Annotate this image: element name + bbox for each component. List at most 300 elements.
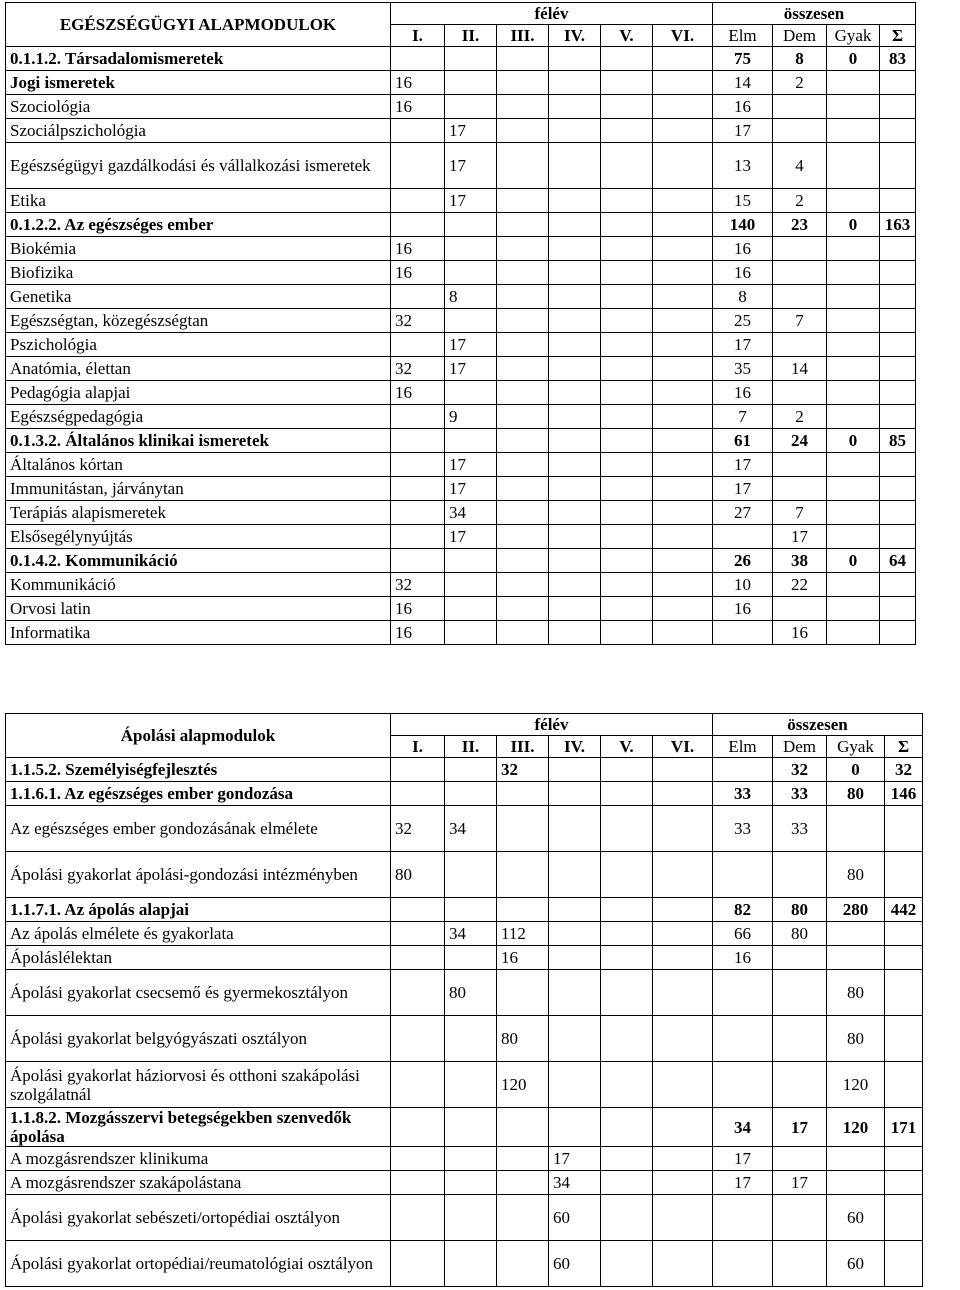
total-hours-cell: 17 [713,119,773,143]
total-hours-cell: 17 [713,1171,773,1195]
total-hours-cell: 27 [713,501,773,525]
semester-hours-cell [497,806,549,852]
semester-hours-cell [391,922,445,946]
osszesen-header: összesen [713,714,923,736]
total-hours-cell: 163 [880,213,916,237]
semester-hours-cell [497,405,549,429]
semester-hours-cell [601,261,653,285]
total-hours-cell: 16 [713,597,773,621]
total-hours-cell [713,525,773,549]
total-hours-cell [880,597,916,621]
subject-row [6,357,916,381]
semester-hours-cell [601,1241,653,1287]
semester-hours-cell [653,119,713,143]
total-hours-cell [773,1062,827,1108]
semester-hours-cell: 17 [445,357,497,381]
total-hours-cell [885,1171,923,1195]
semester-hours-cell [653,549,713,573]
total-hours-cell: 171 [885,1108,923,1147]
subject-row [6,1147,923,1171]
totals-header: Σ [880,25,916,47]
semester-hours-cell [601,549,653,573]
total-hours-cell [827,477,880,501]
semester-hours-cell: 16 [391,621,445,645]
total-hours-cell [713,970,773,1016]
subject-name: Ápolási gyakorlat sebészeti/ortopédiai osztályon [6,1195,391,1241]
total-hours-cell: 7 [773,309,827,333]
subject-row [6,1062,923,1108]
total-hours-cell: 60 [827,1195,885,1241]
semester-header: I. [391,736,445,758]
semester-hours-cell [445,1241,497,1287]
semester-hours-cell [653,429,713,453]
subject-name: Az egészséges ember gondozásának elmélete [6,806,391,852]
section-name: 0.1.4.2. Kommunikáció [6,549,391,573]
semester-hours-cell [497,285,549,309]
totals-header: Dem [773,736,827,758]
semester-hours-cell [601,525,653,549]
semester-hours-cell [653,143,713,189]
semester-hours-cell [601,597,653,621]
subject-row [6,573,916,597]
total-hours-cell [773,95,827,119]
semester-hours-cell [391,1016,445,1062]
total-hours-cell [827,1147,885,1171]
semester-hours-cell [601,898,653,922]
total-hours-cell [713,1016,773,1062]
total-hours-cell: 17 [773,1108,827,1147]
semester-hours-cell [445,1171,497,1195]
total-hours-cell [827,143,880,189]
section-name: 1.1.8.2. Mozgásszervi betegségekben szenvedők ápolása [6,1108,391,1147]
section-name: 1.1.5.2. Személyiségfejlesztés [6,758,391,782]
semester-hours-cell [653,477,713,501]
total-hours-cell: 33 [773,782,827,806]
total-hours-cell: 16 [713,95,773,119]
semester-hours-cell [391,898,445,922]
subject-name: Elsősegélynyújtás [6,525,391,549]
total-hours-cell [827,119,880,143]
semester-hours-cell [445,71,497,95]
total-hours-cell: 17 [713,333,773,357]
semester-hours-cell [653,1171,713,1195]
subject-name: A mozgásrendszer klinikuma [6,1147,391,1171]
semester-hours-cell [497,501,549,525]
semester-header: III. [497,25,549,47]
total-hours-cell [773,597,827,621]
subject-row [6,453,916,477]
subject-name: Anatómia, élettan [6,357,391,381]
subject-row [6,806,923,852]
total-hours-cell [827,95,880,119]
total-hours-cell [885,852,923,898]
semester-hours-cell: 17 [445,189,497,213]
semester-hours-cell [549,213,601,237]
total-hours-cell [713,1062,773,1108]
semester-hours-cell [601,806,653,852]
subject-name: Pszichológia [6,333,391,357]
semester-hours-cell [445,47,497,71]
total-hours-cell [713,1241,773,1287]
total-hours-cell: 60 [827,1241,885,1287]
semester-header: V. [601,736,653,758]
subject-name: Egészségügyi gazdálkodási és vállalkozási ismeretek [6,143,391,189]
semester-hours-cell: 80 [391,852,445,898]
semester-hours-cell [601,309,653,333]
semester-hours-cell [497,261,549,285]
semester-hours-cell [391,453,445,477]
semester-hours-cell [601,71,653,95]
totals-header: Gyak [827,736,885,758]
semester-hours-cell: 32 [391,357,445,381]
semester-hours-cell [445,1195,497,1241]
semester-hours-cell [497,852,549,898]
total-hours-cell: 2 [773,189,827,213]
semester-hours-cell [549,898,601,922]
subject-name: Ápoláslélektan [6,946,391,970]
section-row [6,429,916,453]
semester-hours-cell: 17 [549,1147,601,1171]
total-hours-cell [713,621,773,645]
semester-hours-cell [497,573,549,597]
total-hours-cell: 16 [713,261,773,285]
total-hours-cell: 15 [713,189,773,213]
section-row [6,549,916,573]
total-hours-cell [885,806,923,852]
semester-hours-cell: 17 [445,119,497,143]
total-hours-cell: 14 [773,357,827,381]
module-title: EGÉSZSÉGÜGYI ALAPMODULOK [6,3,391,47]
total-hours-cell [885,1195,923,1241]
semester-hours-cell [601,852,653,898]
semester-hours-cell [653,95,713,119]
total-hours-cell [885,946,923,970]
total-hours-cell [880,477,916,501]
subject-name: Terápiás alapismeretek [6,501,391,525]
total-hours-cell [880,381,916,405]
semester-hours-cell [601,381,653,405]
semester-hours-cell [549,47,601,71]
semester-hours-cell [445,1108,497,1147]
total-hours-cell: 8 [773,47,827,71]
semester-hours-cell [391,501,445,525]
semester-hours-cell [391,1147,445,1171]
semester-hours-cell [549,1062,601,1108]
total-hours-cell [827,573,880,597]
subject-row [6,95,916,119]
semester-hours-cell [391,213,445,237]
semester-hours-cell [549,357,601,381]
semester-hours-cell [601,1016,653,1062]
header-row-1 [6,3,916,25]
semester-hours-cell [497,1171,549,1195]
semester-hours-cell [601,333,653,357]
total-hours-cell [880,525,916,549]
subject-row [6,261,916,285]
subject-name: Ápolási gyakorlat csecsemő és gyermekosztályon [6,970,391,1016]
semester-hours-cell [445,213,497,237]
total-hours-cell: 33 [713,782,773,806]
subject-row [6,852,923,898]
total-hours-cell [880,333,916,357]
total-hours-cell: 23 [773,213,827,237]
total-hours-cell [773,852,827,898]
subject-row [6,946,923,970]
total-hours-cell: 83 [880,47,916,71]
semester-hours-cell [391,405,445,429]
semester-hours-cell [549,477,601,501]
semester-hours-cell [497,333,549,357]
total-hours-cell: 120 [827,1062,885,1108]
semester-hours-cell [445,309,497,333]
semester-hours-cell [549,405,601,429]
total-hours-cell [827,237,880,261]
section-row [6,47,916,71]
total-hours-cell [713,852,773,898]
semester-hours-cell [549,852,601,898]
total-hours-cell: 14 [713,71,773,95]
semester-hours-cell: 17 [445,453,497,477]
total-hours-cell [773,1241,827,1287]
semester-hours-cell [549,119,601,143]
semester-hours-cell [497,237,549,261]
semester-hours-cell: 34 [445,501,497,525]
subject-row [6,189,916,213]
egeszsegugyi-alapmodulok-table [5,2,916,645]
total-hours-cell [880,285,916,309]
total-hours-cell [827,357,880,381]
semester-hours-cell [653,261,713,285]
semester-hours-cell [653,237,713,261]
total-hours-cell [773,477,827,501]
total-hours-cell [827,333,880,357]
total-hours-cell [773,381,827,405]
total-hours-cell [827,71,880,95]
semester-header: V. [601,25,653,47]
subject-row [6,333,916,357]
semester-hours-cell [601,237,653,261]
total-hours-cell [773,1147,827,1171]
semester-header: III. [497,736,549,758]
semester-hours-cell: 17 [445,143,497,189]
total-hours-cell: 33 [773,806,827,852]
total-hours-cell: 10 [713,573,773,597]
semester-hours-cell [653,806,713,852]
semester-hours-cell [391,946,445,970]
subject-name: Orvosi latin [6,597,391,621]
semester-hours-cell [549,501,601,525]
semester-hours-cell [497,189,549,213]
total-hours-cell [880,357,916,381]
total-hours-cell [885,922,923,946]
semester-hours-cell [549,261,601,285]
semester-hours-cell [497,309,549,333]
total-hours-cell [827,381,880,405]
total-hours-cell [880,621,916,645]
section-row [6,782,923,806]
semester-hours-cell [391,970,445,1016]
total-hours-cell: 17 [713,477,773,501]
semester-hours-cell [601,285,653,309]
semester-hours-cell [445,573,497,597]
total-hours-cell: 25 [713,309,773,333]
total-hours-cell [773,453,827,477]
semester-hours-cell [497,621,549,645]
subject-row [6,285,916,309]
total-hours-cell: 2 [773,71,827,95]
section-name: 0.1.1.2. Társadalomismeretek [6,47,391,71]
semester-hours-cell [601,429,653,453]
semester-hours-cell [549,309,601,333]
total-hours-cell: 8 [713,285,773,309]
total-hours-cell [827,525,880,549]
semester-hours-cell [391,333,445,357]
semester-hours-cell [497,213,549,237]
total-hours-cell [827,806,885,852]
section-name: 0.1.2.2. Az egészséges ember [6,213,391,237]
semester-hours-cell [653,1108,713,1147]
semester-hours-cell [497,381,549,405]
semester-hours-cell [391,758,445,782]
semester-hours-cell [601,1062,653,1108]
semester-hours-cell [549,453,601,477]
semester-hours-cell [549,782,601,806]
section-row [6,898,923,922]
subject-row [6,477,916,501]
semester-hours-cell [601,1171,653,1195]
semester-hours-cell [391,477,445,501]
total-hours-cell: 80 [773,922,827,946]
total-hours-cell: 17 [773,1171,827,1195]
semester-hours-cell [601,119,653,143]
subject-name: Ápolási gyakorlat ápolási-gondozási intézményben [6,852,391,898]
semester-hours-cell: 112 [497,922,549,946]
semester-hours-cell [549,95,601,119]
semester-hours-cell [549,1108,601,1147]
semester-hours-cell [497,1241,549,1287]
semester-hours-cell [445,429,497,453]
semester-hours-cell [653,1016,713,1062]
semester-hours-cell [549,429,601,453]
semester-hours-cell [653,852,713,898]
semester-hours-cell [497,119,549,143]
total-hours-cell [827,621,880,645]
semester-header: IV. [549,736,601,758]
subject-name: Szociálpszichológia [6,119,391,143]
total-hours-cell [827,261,880,285]
semester-hours-cell [601,782,653,806]
semester-hours-cell [497,898,549,922]
semester-hours-cell [445,549,497,573]
subject-row [6,970,923,1016]
semester-hours-cell: 16 [391,237,445,261]
total-hours-cell: 85 [880,429,916,453]
total-hours-cell: 4 [773,143,827,189]
semester-hours-cell [445,1062,497,1108]
semester-hours-cell [549,549,601,573]
semester-hours-cell: 80 [497,1016,549,1062]
total-hours-cell [880,95,916,119]
semester-hours-cell [497,549,549,573]
semester-hours-cell [549,237,601,261]
total-hours-cell: 80 [827,782,885,806]
semester-hours-cell [549,970,601,1016]
semester-hours-cell: 32 [391,573,445,597]
subject-row [6,381,916,405]
total-hours-cell: 120 [827,1108,885,1147]
semester-hours-cell [549,71,601,95]
semester-hours-cell: 80 [445,970,497,1016]
subject-name: Kommunikáció [6,573,391,597]
subject-row [6,71,916,95]
subject-name: Immunitástan, járványtan [6,477,391,501]
semester-hours-cell [391,1108,445,1147]
semester-hours-cell [653,357,713,381]
total-hours-cell: 75 [713,47,773,71]
semester-hours-cell [549,525,601,549]
semester-hours-cell [391,119,445,143]
subject-name: Informatika [6,621,391,645]
semester-hours-cell [653,333,713,357]
semester-hours-cell [653,189,713,213]
section-name: 1.1.7.1. Az ápolás alapjai [6,898,391,922]
total-hours-cell: 0 [827,549,880,573]
semester-hours-cell [601,946,653,970]
total-hours-cell: 7 [773,501,827,525]
total-hours-cell: 82 [713,898,773,922]
semester-hours-cell: 16 [391,381,445,405]
semester-hours-cell [497,970,549,1016]
subject-name: A mozgásrendszer szakápolástana [6,1171,391,1195]
subject-name: Ápolási gyakorlat belgyógyászati osztályon [6,1016,391,1062]
totals-header: Dem [773,25,827,47]
semester-hours-cell [601,501,653,525]
semester-hours-cell [445,597,497,621]
semester-hours-cell [601,621,653,645]
total-hours-cell: 26 [713,549,773,573]
total-hours-cell [880,261,916,285]
semester-hours-cell [391,1062,445,1108]
semester-hours-cell: 60 [549,1241,601,1287]
semester-hours-cell [497,1108,549,1147]
semester-hours-cell: 34 [445,806,497,852]
semester-hours-cell [653,573,713,597]
semester-hours-cell [445,946,497,970]
total-hours-cell: 61 [713,429,773,453]
module-title: Ápolási alapmodulok [6,714,391,758]
semester-hours-cell [653,285,713,309]
total-hours-cell: 0 [827,758,885,782]
semester-hours-cell [497,1195,549,1241]
subject-row [6,1016,923,1062]
semester-hours-cell [653,621,713,645]
totals-header: Elm [713,25,773,47]
semester-hours-cell: 32 [391,806,445,852]
semester-hours-cell [653,405,713,429]
semester-hours-cell [653,1062,713,1108]
total-hours-cell [880,189,916,213]
semester-hours-cell [653,922,713,946]
total-hours-cell [773,946,827,970]
semester-hours-cell: 34 [549,1171,601,1195]
subject-name: Biokémia [6,237,391,261]
subject-row [6,143,916,189]
subject-name: Pedagógia alapjai [6,381,391,405]
apolasi-alapmodulok-table [5,713,923,1287]
semester-hours-cell [549,189,601,213]
total-hours-cell: 32 [885,758,923,782]
semester-hours-cell [497,1147,549,1171]
